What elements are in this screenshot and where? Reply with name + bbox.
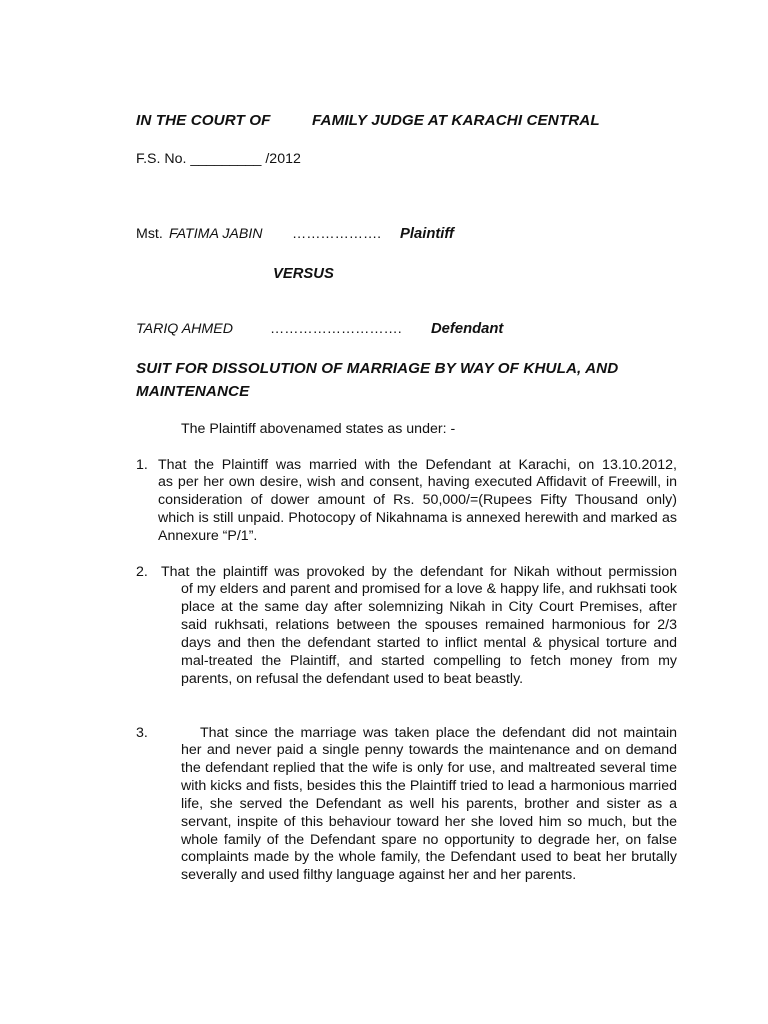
plaintiff-role: Plaintiff <box>400 226 454 242</box>
paragraph-number: 3. <box>136 725 148 741</box>
paragraph-number: 2. <box>136 564 148 580</box>
paragraph-first-line: That the plaintiff was provoked by the defendant for Nikah without permission <box>161 564 677 580</box>
intro-text: The Plaintiff abovenamed states as under: - <box>181 421 456 437</box>
suit-title-line2: MAINTENANCE <box>136 383 250 400</box>
paragraph-number: 1. <box>136 457 148 473</box>
defendant-name: TARIQ AHMED <box>136 321 233 337</box>
plaintiff-name: FATIMA JABIN <box>169 226 263 242</box>
paragraph-body: as per her own desire, wish and consent, having executed Affidavit of Freewill, in consideration of dower amount of Rs. 50,000/=(Rupees Fifty Thousand only) which is still unpaid. Photocopy of Nikahnama is annexed herewith and marked as Annexure “P/1”. <box>158 474 677 544</box>
paragraph-first-line: That since the marriage was taken place the defendant did not maintain <box>200 725 677 741</box>
plaintiff-dots: ………………. <box>292 226 382 242</box>
defendant-dots: ………………………. <box>270 321 402 337</box>
court-name: FAMILY JUDGE AT KARACHI CENTRAL <box>312 112 600 129</box>
paragraph-body: of my elders and parent and promised for a love & happy life, and rukhsati took place at the same day after solemnizing Nikah in City Court Premises, after said rukhsati, relations between the spouses remained harmonious for 2/3 days and then the defendant started to inflict mental & physical torture and mal-treated the Plaintiff, and started compelling to fetch money from my parents, on refusal the defendant used to beat beastly. <box>181 581 677 687</box>
paragraph-first-line: That the Plaintiff was married with the Defendant at Karachi, on 13.10.2012, <box>158 457 677 473</box>
defendant-role: Defendant <box>431 321 504 337</box>
court-prefix: IN THE COURT OF <box>136 112 271 129</box>
paragraph-body: her and never paid a single penny towards the maintenance and on demand the defendant replied that the wife is only for use, and maltreated several time with kicks and fists, besides this the Plaintiff tried to lead a harmonious married life, she served the Defendant as well his parents, brother and sister as a servant, inspite of this behaviour toward her she loved him so much, but the whole family of the Defendant spare no opportunity to degrade her, on false complaints made by the whole family, the Defendant used to beat her brutally severally and used filthy language against her and her parents. <box>181 742 677 884</box>
case-number: F.S. No. _________ /2012 <box>136 151 301 167</box>
plaintiff-title: Mst. <box>136 226 163 242</box>
suit-title-line1: SUIT FOR DISSOLUTION OF MARRIAGE BY WAY OF KHULA, AND <box>136 360 619 377</box>
versus-label: VERSUS <box>273 266 334 282</box>
